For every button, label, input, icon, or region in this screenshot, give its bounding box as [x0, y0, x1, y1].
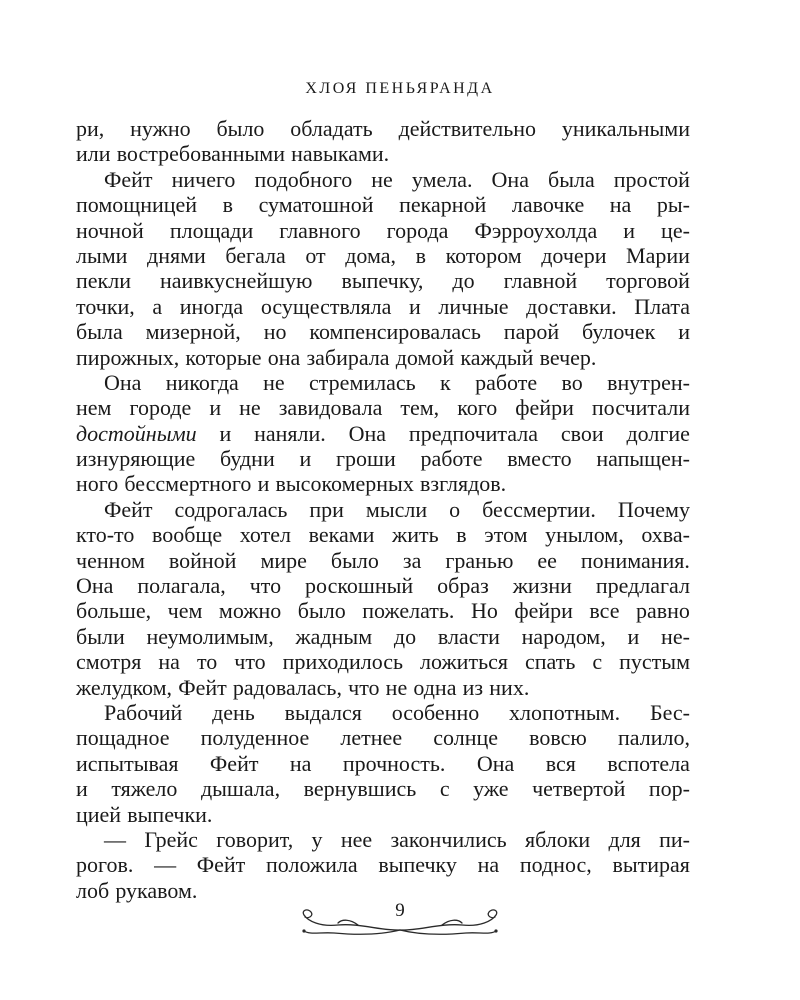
running-head: ХЛОЯ ПЕНЬЯРАНДА: [305, 80, 495, 97]
word: день: [212, 699, 255, 725]
word: и: [257, 471, 270, 497]
word: ничего: [171, 166, 236, 192]
word: дома,: [345, 242, 397, 268]
text-line: [76, 497, 690, 522]
text-line: [76, 725, 690, 750]
word: яблоки: [524, 826, 591, 852]
word: спать: [524, 649, 576, 675]
word: никогда: [165, 369, 239, 395]
text-line: [76, 192, 690, 217]
word: а: [152, 293, 163, 319]
word: забирала: [306, 344, 390, 370]
word: хотел: [239, 522, 291, 548]
word: вечер.: [539, 344, 597, 370]
word: выдался: [284, 699, 362, 725]
word: дышала,: [200, 776, 281, 802]
word: было: [330, 547, 379, 573]
word: на: [609, 192, 632, 218]
word: Она: [348, 420, 387, 446]
word: не: [263, 369, 285, 395]
word: котором: [445, 242, 522, 268]
word: понимания.: [580, 547, 690, 573]
word: дочери: [541, 242, 607, 268]
word: жить: [392, 522, 439, 548]
word: прочность.: [342, 750, 446, 776]
word: Она: [491, 166, 529, 192]
word: суматошной: [258, 192, 374, 218]
word: рукавом.: [115, 877, 198, 903]
text-line: [76, 116, 690, 141]
word: содрогалась: [174, 496, 288, 522]
word: главной: [503, 268, 578, 294]
word: предлагал: [595, 573, 690, 599]
word: и: [299, 446, 312, 472]
word: личные: [438, 293, 509, 319]
word: —: [104, 826, 126, 852]
word: мире: [260, 547, 307, 573]
word: ры-: [656, 192, 690, 218]
word: Фейт: [209, 750, 259, 776]
word: нем: [76, 395, 112, 421]
word: вообще: [151, 522, 223, 548]
word: городе: [129, 395, 192, 421]
word: выпечку,: [341, 268, 424, 294]
word: одна: [413, 674, 457, 700]
word: фейри: [514, 598, 573, 624]
word: помощницей: [76, 192, 198, 218]
word: ложиться: [420, 649, 508, 675]
word: больше,: [76, 598, 152, 624]
word: были: [76, 623, 125, 649]
text-line: [76, 675, 690, 700]
word: пор-: [648, 776, 690, 802]
word: нужно: [130, 116, 191, 141]
word: Фейт: [104, 496, 153, 522]
word: напыщен-: [596, 446, 690, 472]
word: роскошный: [305, 573, 414, 599]
word: желудком,: [76, 674, 173, 700]
word: ного: [76, 471, 119, 497]
word: палило,: [618, 725, 690, 751]
word: но: [263, 319, 287, 345]
word: кого: [457, 395, 498, 421]
word: точки,: [76, 293, 135, 319]
text-line: [76, 421, 690, 446]
word: Грейс: [144, 826, 198, 852]
word: с: [439, 776, 450, 802]
word: при: [309, 496, 344, 522]
word: хлопотным.: [509, 699, 621, 725]
word: радовалась,: [232, 674, 342, 700]
word: свои: [560, 420, 604, 446]
word: гранью: [445, 547, 514, 573]
word: не: [371, 166, 393, 192]
text-line: [76, 243, 690, 268]
word: Фэрроухолда: [474, 217, 598, 243]
text-line: [76, 345, 690, 370]
word: лавочке: [511, 192, 585, 218]
word: парой: [503, 319, 560, 345]
text-line: [76, 370, 690, 395]
word: жадным: [295, 623, 373, 649]
word: днями: [147, 242, 206, 268]
word: и: [678, 319, 690, 345]
word: бессмертного: [124, 471, 252, 497]
word: —: [154, 852, 177, 878]
text-line: [76, 624, 690, 649]
word: стремилась: [309, 369, 416, 395]
word: работе: [420, 446, 483, 472]
word: фейри: [515, 395, 574, 421]
text-line: [76, 852, 690, 877]
word: о: [449, 496, 461, 522]
word: особенно: [391, 699, 480, 725]
text-line: [76, 598, 690, 623]
word: закончились: [390, 826, 507, 852]
word: вместо: [507, 446, 572, 472]
word: вспотела: [607, 750, 690, 776]
word: Рабочий: [104, 699, 183, 725]
word: солнце: [433, 725, 499, 751]
word: что: [249, 573, 282, 599]
word: вытирая: [612, 852, 690, 878]
word: на: [158, 649, 180, 675]
word: домой: [395, 344, 455, 370]
word: которые: [185, 344, 262, 370]
word: долгие: [626, 420, 690, 446]
word: пи-: [659, 826, 690, 852]
text-line: [76, 294, 690, 319]
text-line: [76, 827, 690, 852]
word: предпочитала: [408, 420, 538, 446]
word: бессмертии.: [482, 496, 596, 522]
word: выпечки.: [127, 801, 213, 827]
word: Фейт: [104, 166, 153, 192]
text-line: [76, 395, 690, 420]
word: у: [311, 826, 323, 852]
word: унылом,: [545, 522, 624, 548]
word: посчитали: [591, 395, 690, 421]
word: главного: [279, 217, 361, 243]
word: Она: [104, 369, 142, 395]
text-line: [76, 573, 690, 598]
word: в: [456, 522, 467, 548]
text-line: [76, 700, 690, 725]
word: мысли: [365, 496, 428, 522]
word: до: [393, 623, 417, 649]
word: уникальными: [561, 116, 690, 141]
word: Фейт: [196, 852, 246, 878]
word: в: [415, 242, 426, 268]
word: четвертой: [532, 776, 626, 802]
word: Фейт: [178, 674, 227, 700]
word: ченном: [76, 547, 145, 573]
text-line: [76, 446, 690, 471]
text-line: [76, 471, 690, 496]
word: Почему: [617, 496, 690, 522]
text-line: [76, 167, 690, 192]
word: было: [216, 116, 265, 141]
word: смотря: [76, 649, 142, 675]
word: вовсю: [529, 725, 587, 751]
word: наивкуснейшую: [159, 268, 313, 294]
word: летнее: [340, 725, 403, 751]
word: работе: [475, 369, 538, 395]
word: лыми: [76, 242, 128, 268]
word: простой: [613, 166, 690, 192]
word: выпечку: [378, 852, 457, 878]
word: гроши: [335, 446, 396, 472]
text-line: [76, 649, 690, 674]
text-line: [76, 802, 690, 827]
word: и: [219, 420, 232, 446]
word: не: [239, 395, 261, 421]
text-line: [76, 218, 690, 243]
word: была: [76, 319, 123, 345]
word: полагала,: [137, 573, 226, 599]
word: и: [76, 776, 88, 802]
word: то: [196, 649, 218, 675]
word: пожелать.: [362, 598, 455, 624]
word: будни: [220, 446, 275, 472]
word: площади: [169, 217, 254, 243]
word: це-: [661, 217, 690, 243]
word: что: [234, 649, 266, 675]
word: вся: [545, 750, 576, 776]
text-line: [76, 319, 690, 344]
word: неумолимым,: [146, 623, 274, 649]
word: испытывая: [76, 750, 179, 776]
word: не-: [661, 623, 690, 649]
word: Бес-: [649, 699, 690, 725]
word: тем,: [400, 395, 440, 421]
word: можно: [218, 598, 282, 624]
word: вернувшись: [303, 776, 417, 802]
word: умела.: [411, 166, 473, 192]
word: пекарной: [399, 192, 487, 218]
text-line: [76, 548, 690, 573]
word: или: [76, 141, 111, 167]
word: чем: [167, 598, 203, 624]
word: полуденное: [200, 725, 310, 751]
word: тяжело: [111, 776, 178, 802]
word: что: [348, 674, 380, 700]
word: торговой: [606, 268, 690, 294]
word: мизерной,: [145, 319, 241, 345]
text-line: [76, 268, 690, 293]
word: действительно: [398, 116, 537, 141]
word: булочек: [582, 319, 656, 345]
word: пекли: [76, 268, 131, 294]
word: поднос,: [519, 852, 592, 878]
word: города: [386, 217, 449, 243]
word: достойными: [76, 420, 197, 446]
word: за: [402, 547, 422, 573]
word: обладать: [290, 116, 373, 141]
word: осуществляла: [260, 293, 392, 319]
word: уже: [473, 776, 509, 802]
word: во: [561, 369, 583, 395]
word: Она: [76, 573, 114, 599]
word: Она: [476, 750, 515, 776]
word: на: [289, 750, 312, 776]
word: каждый: [460, 344, 534, 370]
word: внутрен-: [607, 369, 690, 395]
text-line: [76, 776, 690, 801]
text-line: [76, 522, 690, 547]
word: в: [222, 192, 234, 218]
word: взглядов.: [420, 471, 507, 497]
word: веками: [308, 522, 375, 548]
word: от: [305, 242, 326, 268]
word: ночной: [76, 217, 144, 243]
word: положила: [265, 852, 358, 878]
word: подобного: [254, 166, 353, 192]
word: ее: [537, 547, 557, 573]
word: наняли.: [254, 420, 326, 446]
word: и: [409, 293, 421, 319]
word: лоб: [76, 877, 110, 903]
word: она: [267, 344, 301, 370]
word: для: [608, 826, 641, 852]
word: изнуряющие: [76, 446, 196, 472]
word: была: [548, 166, 595, 192]
word: и: [209, 395, 222, 421]
word: иногда: [179, 293, 244, 319]
word: бегала: [225, 242, 286, 268]
word: цией: [76, 801, 122, 827]
word: до: [452, 268, 475, 294]
word: и: [623, 217, 636, 243]
word: на: [477, 852, 500, 878]
word: доставки.: [526, 293, 617, 319]
word: и: [627, 623, 640, 649]
word: пощадное: [76, 725, 170, 751]
word: народом,: [521, 623, 606, 649]
word: компенсировалась: [309, 319, 481, 345]
word: к: [440, 369, 451, 395]
word: Но: [470, 598, 498, 624]
word: не: [385, 674, 408, 700]
word: равно: [635, 598, 690, 624]
word: с: [592, 649, 603, 675]
word: было: [297, 598, 346, 624]
word: пустым: [619, 649, 690, 675]
text-line: [76, 141, 690, 166]
word: востребованными: [116, 141, 285, 167]
word: кто-то: [76, 522, 135, 548]
word: все: [589, 598, 620, 624]
word: пирожных,: [76, 344, 180, 370]
word: нее: [340, 826, 373, 852]
word: них.: [489, 674, 530, 700]
word: завидовала: [278, 395, 383, 421]
text-line: [76, 751, 690, 776]
word: говорит,: [216, 826, 294, 852]
word: из: [462, 674, 484, 700]
word: ри,: [76, 116, 105, 141]
word: войной: [168, 547, 237, 573]
word: охва-: [641, 522, 690, 548]
word: Плата: [634, 293, 690, 319]
word: высокомерных: [275, 471, 414, 497]
word: этом: [484, 522, 528, 548]
word: Марии: [626, 242, 690, 268]
word: приходилось: [282, 649, 404, 675]
page-number: 9: [395, 900, 405, 921]
word: образ: [437, 573, 489, 599]
page-ornament: [290, 905, 510, 939]
word: жизни: [512, 573, 572, 599]
word: навыками.: [291, 141, 390, 167]
word: власти: [437, 623, 500, 649]
body-text: [76, 116, 690, 903]
word: рогов.: [76, 852, 134, 878]
